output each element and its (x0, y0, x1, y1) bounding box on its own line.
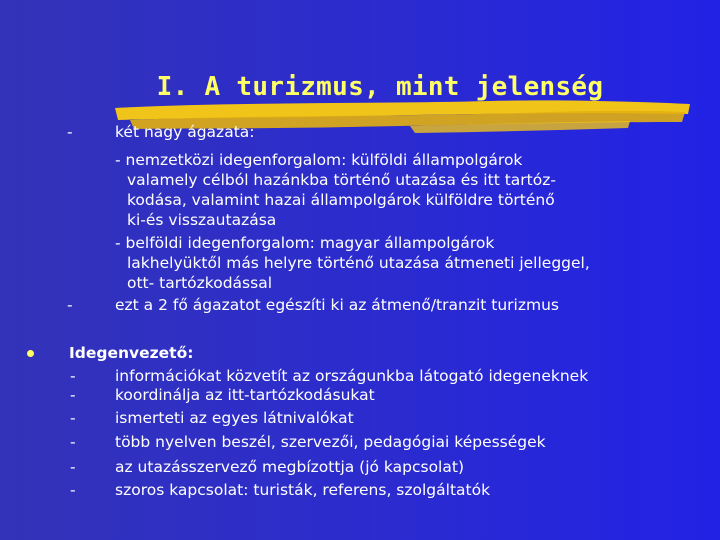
list-dash: - (67, 123, 73, 141)
list-dash: - (70, 367, 76, 385)
section-heading: Idegenvezető: (69, 344, 194, 362)
sub-item-line: ott- tartózkodással (127, 274, 273, 292)
sub-item-line: - belföldi idegenforgalom: magyar állampolgárok (115, 234, 495, 252)
sub-item-line: ki-és visszautazása (127, 211, 277, 229)
list-item: információkat közvetít az országunkba látogató idegeneknek (115, 367, 589, 385)
list-item: ismerteti az egyes látnivalókat (115, 409, 354, 427)
sub-item-line: valamely célból hazánkba történő utazása és itt tartóz- (127, 171, 556, 189)
list-item: több nyelven beszél, szervezői, pedagógiai képességek (115, 433, 546, 451)
bullet-icon (27, 350, 34, 357)
item-text: ezt a 2 fő ágazatot egészíti ki az átmenő/tranzit turizmus (115, 296, 559, 314)
list-dash: - (70, 433, 76, 451)
sub-item-line: lakhelyüktől más helyre történő utazása átmeneti jelleggel, (127, 254, 590, 272)
list-item: koordinálja az itt-tartózkodásukat (115, 386, 375, 404)
list-dash: - (67, 296, 73, 314)
list-item: szoros kapcsolat: turisták, referens, szolgáltatók (115, 481, 491, 499)
sub-item-line: - nemzetközi idegenforgalom: külföldi állampolgárok (115, 151, 523, 169)
item-lead: két nagy ágazata: (115, 123, 255, 141)
list-dash: - (70, 386, 76, 404)
slide-title: I. A turizmus, mint jelenség (156, 72, 604, 102)
sub-item-line: kodása, valamint hazai állampolgárok külföldre történő (127, 191, 555, 209)
list-dash: - (70, 481, 76, 499)
list-dash: - (70, 458, 76, 476)
list-dash: - (70, 409, 76, 427)
list-item: az utazásszervező megbízottja (jó kapcsolat) (115, 458, 464, 476)
